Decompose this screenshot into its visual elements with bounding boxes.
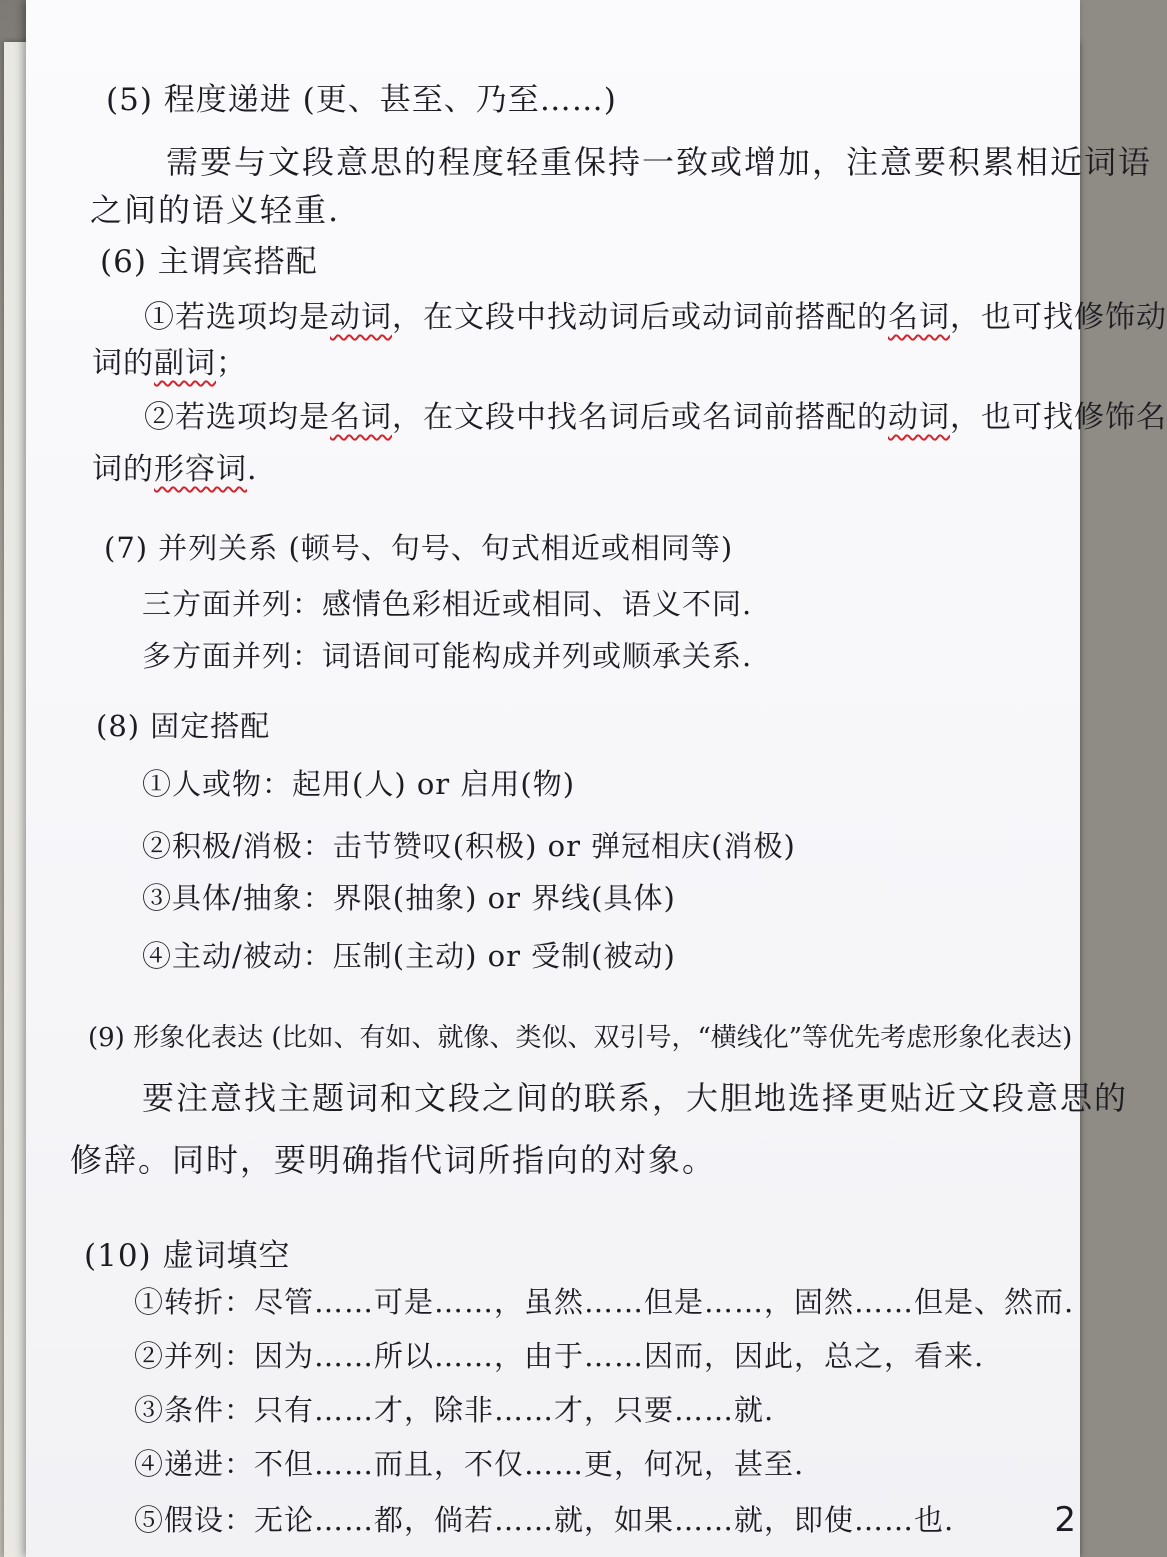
text-fragment: . <box>247 452 258 487</box>
section-10-line5: ⑤假设：无论……都，倘若……就，如果……就，即使……也. <box>134 1503 955 1537</box>
section-9-body-line1: 要注意找主题词和文段之间的联系，大胆地选择更贴近文段意思的 <box>142 1079 1129 1117</box>
section-5-body-line1: 需要与文段意思的程度轻重保持一致或增加，注意要积累相近词语 <box>166 143 1153 181</box>
section-6-item1-line2 <box>92 344 247 384</box>
page-number: 2 <box>1054 1500 1076 1540</box>
section-6-item2-line2 <box>92 450 258 490</box>
section-10-line3: ③条件：只有……才，除非……才，只要……就. <box>134 1393 775 1427</box>
keyword-noun: 名词 <box>888 300 950 335</box>
text-fragment: 词的 <box>92 346 154 381</box>
section-7-line1: 三方面并列：感情色彩相近或相同、语义不同. <box>142 587 753 621</box>
keyword-adverb: 副词 <box>154 346 216 381</box>
section-10-heading: (10) 虚词填空 <box>84 1238 291 1274</box>
text-fragment: ，也可找修饰名 <box>950 400 1167 435</box>
section-6-heading: (6) 主谓宾搭配 <box>100 244 318 280</box>
section-7-line2: 多方面并列：词语间可能构成并列或顺承关系. <box>142 639 753 673</box>
text-fragment: 词的 <box>92 452 154 487</box>
section-7-heading: (7) 并列关系 (顿号、句号、句式相近或相同等) <box>104 531 734 565</box>
section-8-line2: ②积极/消极：击节赞叹(积极) or 弹冠相庆(消极) <box>142 829 796 863</box>
section-6-item2-line1 <box>144 398 1167 438</box>
text-fragment: ，在文段中找动词后或动词前搭配的 <box>392 300 888 335</box>
section-5-heading: (5) 程度递进 (更、甚至、乃至……) <box>106 82 617 118</box>
section-8-line3: ③具体/抽象：界限(抽象) or 界线(具体) <box>142 881 676 915</box>
text-fragment: ，也可找修饰动 <box>950 300 1167 335</box>
text-fragment: ； <box>216 346 247 381</box>
section-5-body-line2: 之间的语义轻重. <box>90 191 341 229</box>
keyword-noun: 名词 <box>330 400 392 435</box>
section-8-line4: ④主动/被动：压制(主动) or 受制(被动) <box>142 939 676 973</box>
section-9-body-line2: 修辞。同时，要明确指代词所指向的对象。 <box>70 1141 717 1179</box>
text-fragment: ②若选项均是 <box>144 400 330 435</box>
keyword-verb: 动词 <box>888 400 950 435</box>
section-10-line2: ②并列：因为……所以……，由于……因而，因此，总之，看来. <box>134 1339 985 1373</box>
section-10-line1: ①转折：尽管……可是……，虽然……但是……，固然……但是、然而. <box>134 1285 1075 1319</box>
keyword-adjective: 形容词 <box>154 452 247 487</box>
notes-page <box>26 0 1167 1557</box>
text-fragment: ①若选项均是 <box>144 300 330 335</box>
section-9-heading: (9) 形象化表达 (比如、有如、就像、类似、双引号，“横线化”等优先考虑形象化表达) <box>88 1023 1073 1053</box>
section-10-line4: ④递进：不但……而且，不仅……更，何况，甚至. <box>134 1447 805 1481</box>
section-8-heading: (8) 固定搭配 <box>96 709 271 743</box>
section-8-line1: ①人或物：起用(人) or 启用(物) <box>142 767 576 801</box>
text-fragment: ，在文段中找名词后或名词前搭配的 <box>392 400 888 435</box>
section-6-item1-line1 <box>144 298 1167 338</box>
keyword-verb: 动词 <box>330 300 392 335</box>
